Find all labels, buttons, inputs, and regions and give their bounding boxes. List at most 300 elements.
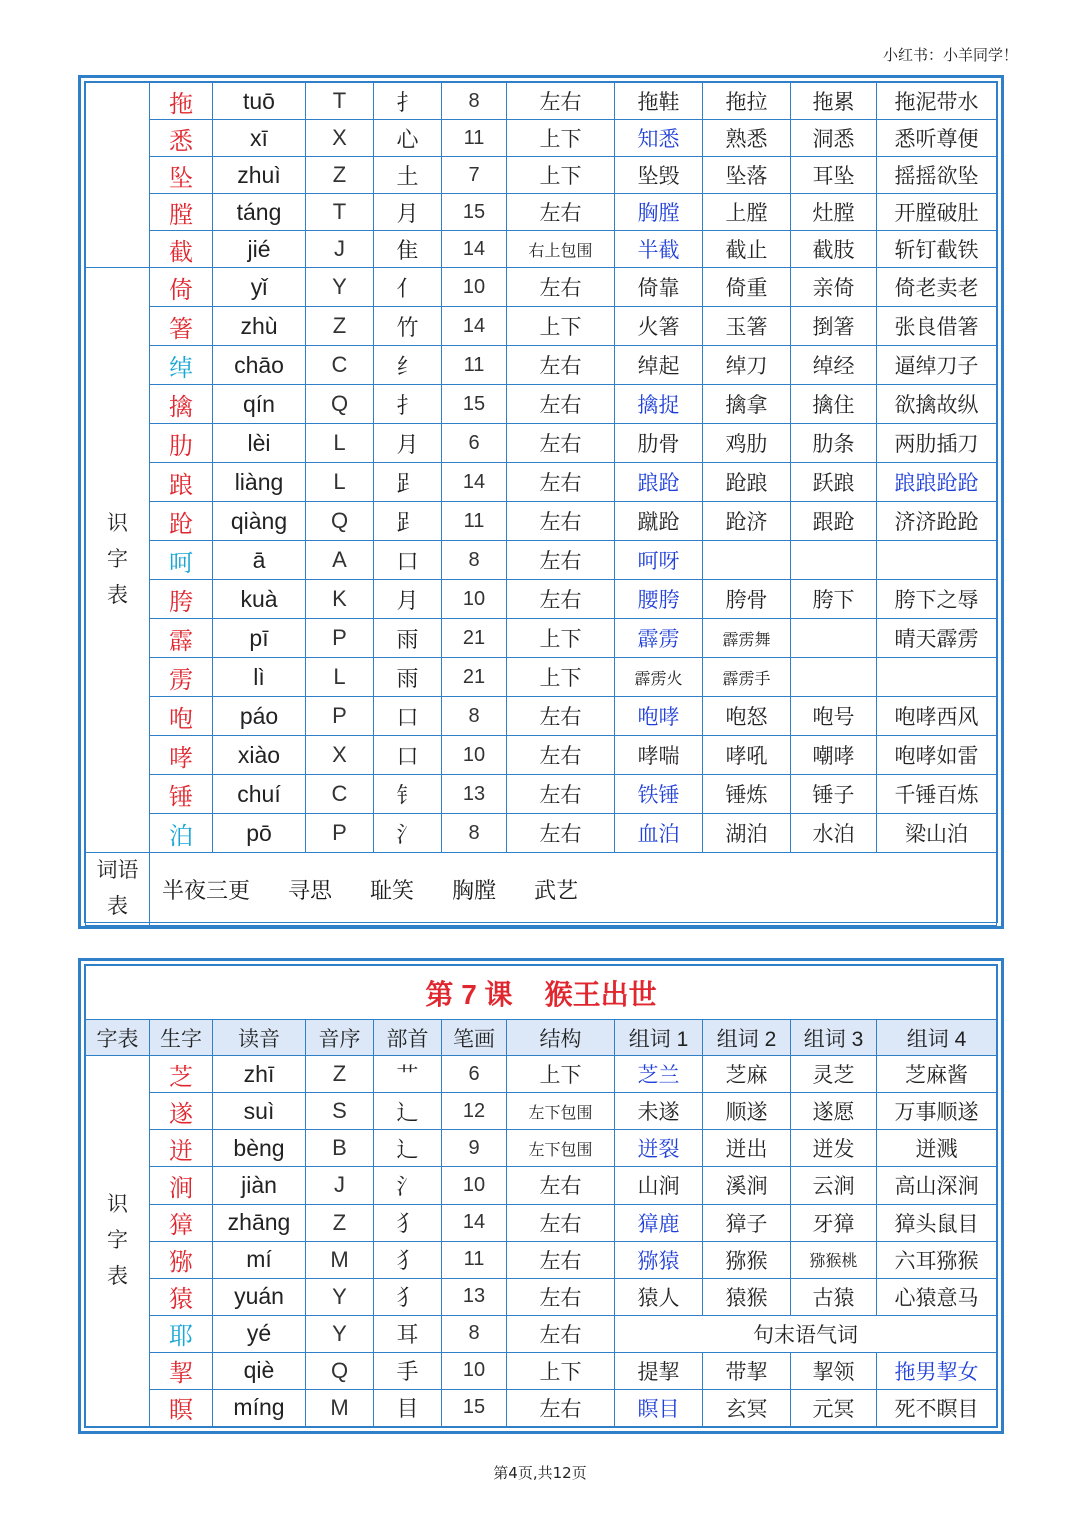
vocab-table-continued xyxy=(78,75,1004,929)
word-cell: 咆怒 xyxy=(703,697,791,736)
structure-cell: 左右 xyxy=(507,83,615,120)
lesson-number: 第 7 课 xyxy=(425,978,513,1010)
word-cell: 獐鹿 xyxy=(615,1204,703,1241)
word-cell: 山涧 xyxy=(615,1167,703,1204)
order-cell: L xyxy=(306,658,374,697)
order-cell: A xyxy=(306,541,374,580)
pinyin-cell: yé xyxy=(213,1315,306,1352)
pinyin-cell: páo xyxy=(213,697,306,736)
char-table-label-char: 表 xyxy=(107,1265,128,1289)
pinyin-cell: liàng xyxy=(213,463,306,502)
word-cell: 獐子 xyxy=(703,1204,791,1241)
structure-cell: 上下 xyxy=(507,307,615,346)
phrase-cell: 芝麻酱 xyxy=(877,1056,997,1093)
strokes-cell: 8 xyxy=(442,83,507,120)
char-table-label-char: 识 xyxy=(107,1193,128,1217)
strokes-cell: 11 xyxy=(442,120,507,157)
word-cell: 霹雳 xyxy=(615,619,703,658)
pinyin-cell: pī xyxy=(213,619,306,658)
char-cell: 泊 xyxy=(150,814,213,853)
word-cell: 霹雳手 xyxy=(703,658,791,697)
pinyin-cell: ā xyxy=(213,541,306,580)
word-cell: 肋骨 xyxy=(615,424,703,463)
strokes-cell: 8 xyxy=(442,1315,507,1352)
word-cell: 带挈 xyxy=(703,1352,791,1389)
label-cell-empty xyxy=(86,83,150,268)
strokes-cell: 8 xyxy=(442,541,507,580)
pinyin-cell: pō xyxy=(213,814,306,853)
order-cell: M xyxy=(306,1389,374,1426)
word-cell: 倚靠 xyxy=(615,268,703,307)
pinyin-cell: tuō xyxy=(213,83,306,120)
word-cell: 猕猿 xyxy=(615,1241,703,1278)
phrase-cell: 心猿意马 xyxy=(877,1278,997,1315)
word-cell: 提挈 xyxy=(615,1352,703,1389)
char-cell: 悉 xyxy=(150,120,213,157)
phrase-cell: 悉听尊便 xyxy=(877,120,997,157)
strokes-cell: 14 xyxy=(442,1204,507,1241)
word-cell: 血泊 xyxy=(615,814,703,853)
word-cell: 咆哮 xyxy=(615,697,703,736)
pinyin-cell: yǐ xyxy=(213,268,306,307)
strokes-cell: 11 xyxy=(442,502,507,541)
order-cell: J xyxy=(306,231,374,268)
word-cell: 玄冥 xyxy=(703,1389,791,1426)
word-cell: 捯箸 xyxy=(791,307,877,346)
order-cell: S xyxy=(306,1093,374,1130)
phrase-cell: 獐头鼠目 xyxy=(877,1204,997,1241)
pinyin-cell: yuán xyxy=(213,1278,306,1315)
radical-cell: 口 xyxy=(374,541,442,580)
char-cell: 遂 xyxy=(150,1093,213,1130)
strokes-cell: 15 xyxy=(442,385,507,424)
structure-cell: 上下 xyxy=(507,1352,615,1389)
column-header: 笔画 xyxy=(442,1020,507,1056)
radical-cell: 犭 xyxy=(374,1241,442,1278)
word-list xyxy=(150,853,997,926)
column-header: 音序 xyxy=(306,1020,374,1056)
word-cell: 跃踉 xyxy=(791,463,877,502)
structure-cell: 左下包围 xyxy=(507,1130,615,1167)
radical-cell: 纟 xyxy=(374,346,442,385)
char-table-label xyxy=(86,1056,150,1427)
order-cell: M xyxy=(306,1241,374,1278)
column-header: 组词 1 xyxy=(615,1020,703,1056)
word-cell: 云涧 xyxy=(791,1167,877,1204)
strokes-cell: 14 xyxy=(442,231,507,268)
char-cell: 雳 xyxy=(150,658,213,697)
strokes-cell: 13 xyxy=(442,1278,507,1315)
table-row xyxy=(86,1241,997,1278)
strokes-cell: 10 xyxy=(442,1352,507,1389)
word-cell: 绰起 xyxy=(615,346,703,385)
word-cell: 猕猴 xyxy=(703,1241,791,1278)
char-cell: 跄 xyxy=(150,502,213,541)
table-row xyxy=(86,658,997,697)
strokes-cell: 15 xyxy=(442,1389,507,1426)
structure-cell: 左右 xyxy=(507,502,615,541)
word-cell: 截止 xyxy=(703,231,791,268)
radical-cell: 目 xyxy=(374,1389,442,1426)
pinyin-cell: chuí xyxy=(213,775,306,814)
word-cell: 迸出 xyxy=(703,1130,791,1167)
table-row xyxy=(86,1130,997,1167)
table-row xyxy=(86,1204,997,1241)
strokes-cell: 8 xyxy=(442,814,507,853)
word-cell: 哮吼 xyxy=(703,736,791,775)
strokes-cell: 10 xyxy=(442,1167,507,1204)
structure-cell: 右上包围 xyxy=(507,231,615,268)
phrase-cell: 咆哮如雷 xyxy=(877,736,997,775)
char-table-label-char: 字 xyxy=(107,548,128,571)
word-cell: 洞悉 xyxy=(791,120,877,157)
pinyin-cell: qín xyxy=(213,385,306,424)
radical-cell: 扌 xyxy=(374,83,442,120)
word-cell: 熟悉 xyxy=(703,120,791,157)
phrase-cell: 两肋插刀 xyxy=(877,424,997,463)
word-cell xyxy=(791,658,877,697)
column-header: 结构 xyxy=(507,1020,615,1056)
phrase-cell: 张良借箸 xyxy=(877,307,997,346)
word-cell: 耳坠 xyxy=(791,157,877,194)
order-cell: X xyxy=(306,736,374,775)
phrase-cell: 高山深涧 xyxy=(877,1167,997,1204)
structure-cell: 左右 xyxy=(507,541,615,580)
phrase-cell xyxy=(877,541,997,580)
order-cell: C xyxy=(306,346,374,385)
char-cell: 霹 xyxy=(150,619,213,658)
word-cell: 擒住 xyxy=(791,385,877,424)
phrase-cell: 逼绰刀子 xyxy=(877,346,997,385)
column-header: 读音 xyxy=(213,1020,306,1056)
word-cell: 肋条 xyxy=(791,424,877,463)
table-row xyxy=(86,157,997,194)
column-header: 组词 4 xyxy=(877,1020,997,1056)
word-item: 胸膛 xyxy=(452,878,497,904)
structure-cell: 左右 xyxy=(507,194,615,231)
strokes-cell: 6 xyxy=(442,424,507,463)
order-cell: L xyxy=(306,463,374,502)
phrase-cell: 迸溅 xyxy=(877,1130,997,1167)
word-cell: 瞑目 xyxy=(615,1389,703,1426)
strokes-cell: 13 xyxy=(442,775,507,814)
word-cell: 嘲哮 xyxy=(791,736,877,775)
word-cell: 半截 xyxy=(615,231,703,268)
order-cell: K xyxy=(306,580,374,619)
pinyin-cell: lì xyxy=(213,658,306,697)
phrase-cell: 咆哮西风 xyxy=(877,697,997,736)
pinyin-cell: mí xyxy=(213,1241,306,1278)
order-cell: Y xyxy=(306,268,374,307)
word-cell: 锤炼 xyxy=(703,775,791,814)
char-cell: 膛 xyxy=(150,194,213,231)
structure-cell: 左右 xyxy=(507,1278,615,1315)
char-cell: 胯 xyxy=(150,580,213,619)
phrase-cell: 开膛破肚 xyxy=(877,194,997,231)
pinyin-cell: chāo xyxy=(213,346,306,385)
structure-cell: 左右 xyxy=(507,1167,615,1204)
char-cell: 猿 xyxy=(150,1278,213,1315)
structure-cell: 左右 xyxy=(507,1389,615,1426)
strokes-cell: 11 xyxy=(442,346,507,385)
pinyin-cell: jié xyxy=(213,231,306,268)
pinyin-cell: míng xyxy=(213,1389,306,1426)
radical-cell: 隹 xyxy=(374,231,442,268)
word-cell: 知悉 xyxy=(615,120,703,157)
order-cell: Y xyxy=(306,1315,374,1352)
char-cell: 猕 xyxy=(150,1241,213,1278)
pinyin-cell: bèng xyxy=(213,1130,306,1167)
word-cell: 遂愿 xyxy=(791,1093,877,1130)
char-cell: 擒 xyxy=(150,385,213,424)
pinyin-cell: xiào xyxy=(213,736,306,775)
word-item: 武艺 xyxy=(534,878,579,904)
word-cell: 亲倚 xyxy=(791,268,877,307)
word-cell: 顺遂 xyxy=(703,1093,791,1130)
phrase-cell: 拖男挈女 xyxy=(877,1352,997,1389)
word-cell xyxy=(791,541,877,580)
column-header: 部首 xyxy=(374,1020,442,1056)
table-row xyxy=(86,619,997,658)
order-cell: Q xyxy=(306,1352,374,1389)
order-cell: Q xyxy=(306,502,374,541)
column-header: 组词 3 xyxy=(791,1020,877,1056)
char-cell: 哮 xyxy=(150,736,213,775)
word-cell: 跄踉 xyxy=(703,463,791,502)
radical-cell: 口 xyxy=(374,697,442,736)
char-cell: 獐 xyxy=(150,1204,213,1241)
order-cell: P xyxy=(306,619,374,658)
char-cell: 倚 xyxy=(150,268,213,307)
radical-cell: 艹 xyxy=(374,1056,442,1093)
order-cell: T xyxy=(306,194,374,231)
char-cell: 截 xyxy=(150,231,213,268)
structure-cell: 左右 xyxy=(507,346,615,385)
char-cell: 呵 xyxy=(150,541,213,580)
radical-cell: 月 xyxy=(374,424,442,463)
word-cell: 霹雳火 xyxy=(615,658,703,697)
phrase-cell xyxy=(877,658,997,697)
structure-cell: 左右 xyxy=(507,580,615,619)
radical-cell: 𧾷 xyxy=(374,502,442,541)
structure-cell: 左右 xyxy=(507,775,615,814)
strokes-cell: 8 xyxy=(442,697,507,736)
word-cell: 未遂 xyxy=(615,1093,703,1130)
word-cell: 蹴跄 xyxy=(615,502,703,541)
table-row xyxy=(86,231,997,268)
word-cell: 火箸 xyxy=(615,307,703,346)
phrase-cell: 欲擒故纵 xyxy=(877,385,997,424)
word-cell: 胸膛 xyxy=(615,194,703,231)
radical-cell: 扌 xyxy=(374,385,442,424)
radical-cell: 雨 xyxy=(374,658,442,697)
phrase-cell: 晴天霹雳 xyxy=(877,619,997,658)
order-cell: B xyxy=(306,1130,374,1167)
lesson-name: 猴王出世 xyxy=(544,978,657,1010)
structure-cell: 上下 xyxy=(507,157,615,194)
strokes-cell: 12 xyxy=(442,1093,507,1130)
char-cell: 涧 xyxy=(150,1167,213,1204)
word-cell: 呵呀 xyxy=(615,541,703,580)
word-cell: 咆号 xyxy=(791,697,877,736)
word-cell: 擒拿 xyxy=(703,385,791,424)
strokes-cell: 6 xyxy=(442,1056,507,1093)
char-cell: 迸 xyxy=(150,1130,213,1167)
word-cell: 跟跄 xyxy=(791,502,877,541)
pinyin-cell: zhù xyxy=(213,307,306,346)
word-cell: 腰胯 xyxy=(615,580,703,619)
structure-cell: 左右 xyxy=(507,1241,615,1278)
lesson-title xyxy=(86,966,997,1020)
table-row xyxy=(86,502,997,541)
pinyin-cell: qiàng xyxy=(213,502,306,541)
word-cell: 水泊 xyxy=(791,814,877,853)
strokes-cell: 9 xyxy=(442,1130,507,1167)
strokes-cell: 14 xyxy=(442,463,507,502)
table-row xyxy=(86,194,997,231)
phrase-cell: 济济跄跄 xyxy=(877,502,997,541)
radical-cell: 犭 xyxy=(374,1278,442,1315)
structure-cell: 左右 xyxy=(507,736,615,775)
strokes-cell: 10 xyxy=(442,580,507,619)
phrase-cell: 梁山泊 xyxy=(877,814,997,853)
structure-cell: 左右 xyxy=(507,1204,615,1241)
word-cell: 擒捉 xyxy=(615,385,703,424)
word-cell: 截肢 xyxy=(791,231,877,268)
word-cell: 灶膛 xyxy=(791,194,877,231)
pinyin-cell: táng xyxy=(213,194,306,231)
char-cell: 坠 xyxy=(150,157,213,194)
word-cell: 胯下 xyxy=(791,580,877,619)
structure-cell: 左右 xyxy=(507,814,615,853)
vocab-grid-2 xyxy=(85,965,997,1427)
table-row xyxy=(86,83,997,120)
strokes-cell: 14 xyxy=(442,307,507,346)
radical-cell: 月 xyxy=(374,194,442,231)
char-table-label-char: 字 xyxy=(107,1229,128,1253)
structure-cell: 左右 xyxy=(507,1315,615,1352)
pinyin-cell: xī xyxy=(213,120,306,157)
pinyin-cell: lèi xyxy=(213,424,306,463)
word-cell: 猿人 xyxy=(615,1278,703,1315)
order-cell: J xyxy=(306,1167,374,1204)
phrase-cell: 拖泥带水 xyxy=(877,83,997,120)
top-note: 小红书：小羊同学！ xyxy=(882,46,1018,64)
structure-cell: 左右 xyxy=(507,424,615,463)
word-cell: 湖泊 xyxy=(703,814,791,853)
char-cell: 瞑 xyxy=(150,1389,213,1426)
structure-cell: 左右 xyxy=(507,697,615,736)
phrase-cell: 六耳猕猴 xyxy=(877,1241,997,1278)
word-cell: 挈领 xyxy=(791,1352,877,1389)
word-cell: 拖拉 xyxy=(703,83,791,120)
word-item: 半夜三更 xyxy=(162,878,251,904)
pinyin-cell: zhī xyxy=(213,1056,306,1093)
table-row xyxy=(86,697,997,736)
strokes-cell: 15 xyxy=(442,194,507,231)
radical-cell: 钅 xyxy=(374,775,442,814)
radical-cell: 土 xyxy=(374,157,442,194)
char-cell: 挈 xyxy=(150,1352,213,1389)
word-cell: 猿猴 xyxy=(703,1278,791,1315)
table-row xyxy=(86,1167,997,1204)
order-cell: Z xyxy=(306,157,374,194)
table-row xyxy=(86,120,997,157)
char-table-label-char: 表 xyxy=(107,584,128,607)
table-row xyxy=(86,736,997,775)
radical-cell: 氵 xyxy=(374,814,442,853)
word-cell: 踉跄 xyxy=(615,463,703,502)
order-cell: C xyxy=(306,775,374,814)
word-cell: 元冥 xyxy=(791,1389,877,1426)
radical-cell: 𧾷 xyxy=(374,463,442,502)
order-cell: L xyxy=(306,424,374,463)
word-cell: 霹雳舞 xyxy=(703,619,791,658)
word-cell: 上膛 xyxy=(703,194,791,231)
char-table-label-char: 识 xyxy=(107,512,128,535)
strokes-cell: 21 xyxy=(442,619,507,658)
structure-cell: 上下 xyxy=(507,120,615,157)
radical-cell: 辶 xyxy=(374,1093,442,1130)
structure-cell: 左右 xyxy=(507,268,615,307)
structure-cell: 左下包围 xyxy=(507,1093,615,1130)
word-cell: 倚重 xyxy=(703,268,791,307)
word-cell: 绰刀 xyxy=(703,346,791,385)
char-cell: 肋 xyxy=(150,424,213,463)
meaning-cell: 句末语气词 xyxy=(615,1315,997,1352)
table-row xyxy=(86,1278,997,1315)
radical-cell: 亻 xyxy=(374,268,442,307)
structure-cell: 左右 xyxy=(507,385,615,424)
word-table-row xyxy=(86,853,997,926)
table-row xyxy=(86,346,997,385)
char-cell: 踉 xyxy=(150,463,213,502)
pinyin-cell: zhuì xyxy=(213,157,306,194)
strokes-cell: 21 xyxy=(442,658,507,697)
structure-cell: 上下 xyxy=(507,658,615,697)
strokes-cell: 11 xyxy=(442,1241,507,1278)
table-row xyxy=(86,1352,997,1389)
word-cell: 拖累 xyxy=(791,83,877,120)
table-row xyxy=(86,580,997,619)
radical-cell: 犭 xyxy=(374,1204,442,1241)
word-cell: 玉箸 xyxy=(703,307,791,346)
word-cell: 跄济 xyxy=(703,502,791,541)
table-row xyxy=(86,1315,997,1352)
word-item: 寻思 xyxy=(288,878,333,904)
radical-cell: 耳 xyxy=(374,1315,442,1352)
table-row xyxy=(86,424,997,463)
table-row xyxy=(86,385,997,424)
pinyin-cell: suì xyxy=(213,1093,306,1130)
char-cell: 拖 xyxy=(150,83,213,120)
word-cell: 灵芝 xyxy=(791,1056,877,1093)
word-cell: 迸裂 xyxy=(615,1130,703,1167)
phrase-cell: 胯下之辱 xyxy=(877,580,997,619)
word-table-label-char: 词语 xyxy=(96,859,139,882)
phrase-cell: 死不瞑目 xyxy=(877,1389,997,1426)
order-cell: T xyxy=(306,83,374,120)
order-cell: Z xyxy=(306,1204,374,1241)
char-cell: 锤 xyxy=(150,775,213,814)
page-number: 第4页,共12页 xyxy=(493,1464,587,1482)
pinyin-cell: kuà xyxy=(213,580,306,619)
phrase-cell: 斩钉截铁 xyxy=(877,231,997,268)
phrase-cell: 摇摇欲坠 xyxy=(877,157,997,194)
word-cell: 胯骨 xyxy=(703,580,791,619)
word-cell: 芝兰 xyxy=(615,1056,703,1093)
phrase-cell: 千锤百炼 xyxy=(877,775,997,814)
